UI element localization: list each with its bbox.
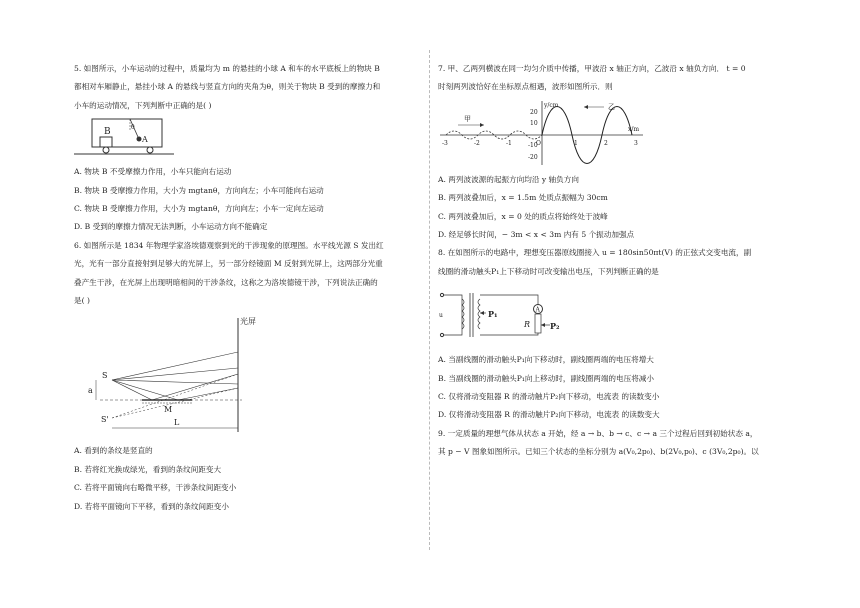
q5-option-d: D. B 受到的摩擦力情况无法判断，小车运动方向不能确定 bbox=[74, 222, 268, 232]
q6-label-screen: 光屏 bbox=[240, 317, 256, 327]
q7-option-a: A. 两列波波源的起振方向均沿 y 轴负方向 bbox=[438, 174, 579, 184]
q7-xtick-1: 1 bbox=[574, 139, 578, 147]
q5-option-b: B. 物块 B 受摩擦力作用，大小为 mgtanθ，方向向左；小车可能向右运动 bbox=[74, 185, 324, 195]
q6-option-c: C. 若将平面镜向右略微平移，干涉条纹间距变小 bbox=[74, 483, 237, 493]
q8-option-a: A. 当副线圈的滑动触头P₁向下移动时，副线圈两端的电压将增大 bbox=[438, 355, 654, 365]
q7-stem-line-2: 时刻两列波恰好在坐标原点相遇，波形如图所示．则 bbox=[438, 82, 613, 92]
q7-xtick-3: 3 bbox=[634, 139, 638, 147]
question-6 bbox=[74, 237, 430, 516]
q7-label-jia: 甲 bbox=[464, 114, 471, 123]
q7-ytick-m10: -10 bbox=[528, 141, 538, 149]
q6-stem-line-2: 光，光有一部分直接射到足够大的光屏上，另一部分经镜面 M 反射到光屏上，这两部分光重 bbox=[74, 259, 383, 269]
q6-lloyd-mirror-figure bbox=[82, 312, 322, 438]
q7-xtick-m1: -1 bbox=[506, 139, 512, 147]
q7-label-yi: 乙 bbox=[608, 102, 615, 111]
q5-stem-line-2: 都相对车厢静止，悬挂小球 A 的悬线与竖直方向的夹角为θ，则关于物块 B 受到的摩擦力和 bbox=[74, 82, 381, 92]
q7-xtick-2: 2 bbox=[604, 139, 608, 147]
q7-ytick-m20: -20 bbox=[528, 153, 538, 161]
q7-option-c: C. 两列波叠加后，x = 0 处的质点将始终处于波峰 bbox=[438, 211, 608, 221]
q8-label-p2: P₂ bbox=[550, 321, 560, 332]
q8-label-p1: P₁ bbox=[488, 309, 498, 320]
q5-option-a: A. 物块 B 不受摩擦力作用，小车只能向右运动 bbox=[74, 167, 232, 177]
q7-xtick-m3: -3 bbox=[442, 139, 448, 147]
q7-ytick-10: 10 bbox=[530, 119, 538, 127]
q7-xlabel: x/m bbox=[628, 125, 640, 133]
q5-stem-line-1: 5. 如图所示，小车运动的过程中，质量均为 m 的悬挂的小球 A 和车的水平底板上的物块 B bbox=[74, 64, 380, 73]
q6-option-d: D. 若将平面镜向下平移，看到的条纹间距变小 bbox=[74, 501, 229, 511]
q6-label-a: a bbox=[88, 386, 93, 396]
q7-option-d: D. 经足够长时间，− 3m < x < 3m 内有 5 个振动加强点 bbox=[438, 230, 635, 240]
q8-label-u: u bbox=[439, 312, 443, 320]
q7-xtick-o: O bbox=[536, 139, 541, 147]
q8-stem-line-1: 8. 在如图所示的电路中，理想变压器原线圈接入 u = 180sin50πt(V) 的正弦式交变电流，副 bbox=[438, 248, 752, 258]
q8-option-d: D. 仅将滑动变阻器 R 的滑动触片P₂向下移动，电流表 的读数变大 bbox=[438, 410, 660, 420]
q5-label-b: B bbox=[104, 127, 111, 138]
q6-label-s: S bbox=[102, 371, 108, 381]
q9-stem-line-1: 9. 一定质量的理想气体从状态 a 开始，经 a → b、b → c、c → a 三个过程后回到初始状态 a， bbox=[438, 428, 758, 438]
q8-label-ammeter: A bbox=[535, 306, 540, 314]
q9-stem-line-2: 其 p − V 图象如图所示。已知三个状态的坐标分别为 a(V₀,2p₀)、b(2V₀,p₀)、c (3V₀,2p₀)。以 bbox=[438, 447, 759, 457]
q7-wave-figure bbox=[438, 99, 648, 167]
question-5 bbox=[74, 60, 430, 237]
q7-stem-line-1: 7. 甲、乙两列横波在同一均匀介质中传播，甲波沿 x 轴正方向，乙波沿 x 轴负方向． t = 0 bbox=[438, 64, 746, 73]
q8-transformer-circuit-figure bbox=[438, 283, 568, 347]
q6-label-s-prime: S' bbox=[101, 415, 109, 425]
q7-option-b: B. 两列波叠加后，x = 1.5m 处质点振幅为 30cm bbox=[438, 193, 608, 203]
q7-ytick-20: 20 bbox=[530, 108, 538, 116]
q6-stem-line-4: 是( ) bbox=[74, 296, 90, 306]
q6-option-a: A. 看到的条纹是竖直的 bbox=[74, 446, 153, 456]
q5-label-theta: θ bbox=[131, 124, 135, 132]
left-column bbox=[74, 60, 430, 516]
q6-label-m: M bbox=[164, 405, 173, 415]
question-9 bbox=[438, 425, 788, 462]
q5-cart-figure bbox=[74, 117, 174, 159]
q8-option-b: B. 当副线圈的滑动触头P₁向上移动时，副线圈两端的电压将减小 bbox=[438, 373, 654, 383]
right-column bbox=[438, 60, 788, 462]
q6-option-b: B. 若将红光换成绿光，看到的条纹间距变大 bbox=[74, 464, 222, 474]
q6-stem-line-3: 叠产生干涉，在光屏上出现明暗相间的干涉条纹，这称之为洛埃德镜干涉，下列说法正确的 bbox=[74, 277, 378, 287]
q6-stem-line-1: 6. 如图所示是 1834 年物理学家洛埃德观察到光的干涉现象的原理图。水平线光源 S 发出红 bbox=[74, 240, 384, 250]
q8-label-r: R bbox=[524, 320, 531, 330]
q7-ylabel: y/cm bbox=[544, 101, 559, 109]
q6-label-l: L bbox=[174, 418, 180, 428]
question-7 bbox=[438, 60, 788, 244]
q8-stem-line-2: 线圈的滑动触头P₁上下移动时可改变输出电压，下列判断正确的是 bbox=[438, 266, 659, 276]
q5-stem-line-3: 小车的运动情况，下列判断中正确的是( ) bbox=[74, 100, 212, 110]
q5-option-c: C. 物块 B 受摩擦力作用，大小为 mgtanθ，方向向左；小车一定向左运动 bbox=[74, 204, 324, 214]
q7-xtick-m2: -2 bbox=[474, 139, 480, 147]
question-8 bbox=[438, 244, 788, 424]
q8-option-c: C. 仅将滑动变阻器 R 的滑动触片P₂向下移动，电流表 的读数变小 bbox=[438, 392, 660, 402]
q5-label-a: A bbox=[142, 135, 148, 145]
